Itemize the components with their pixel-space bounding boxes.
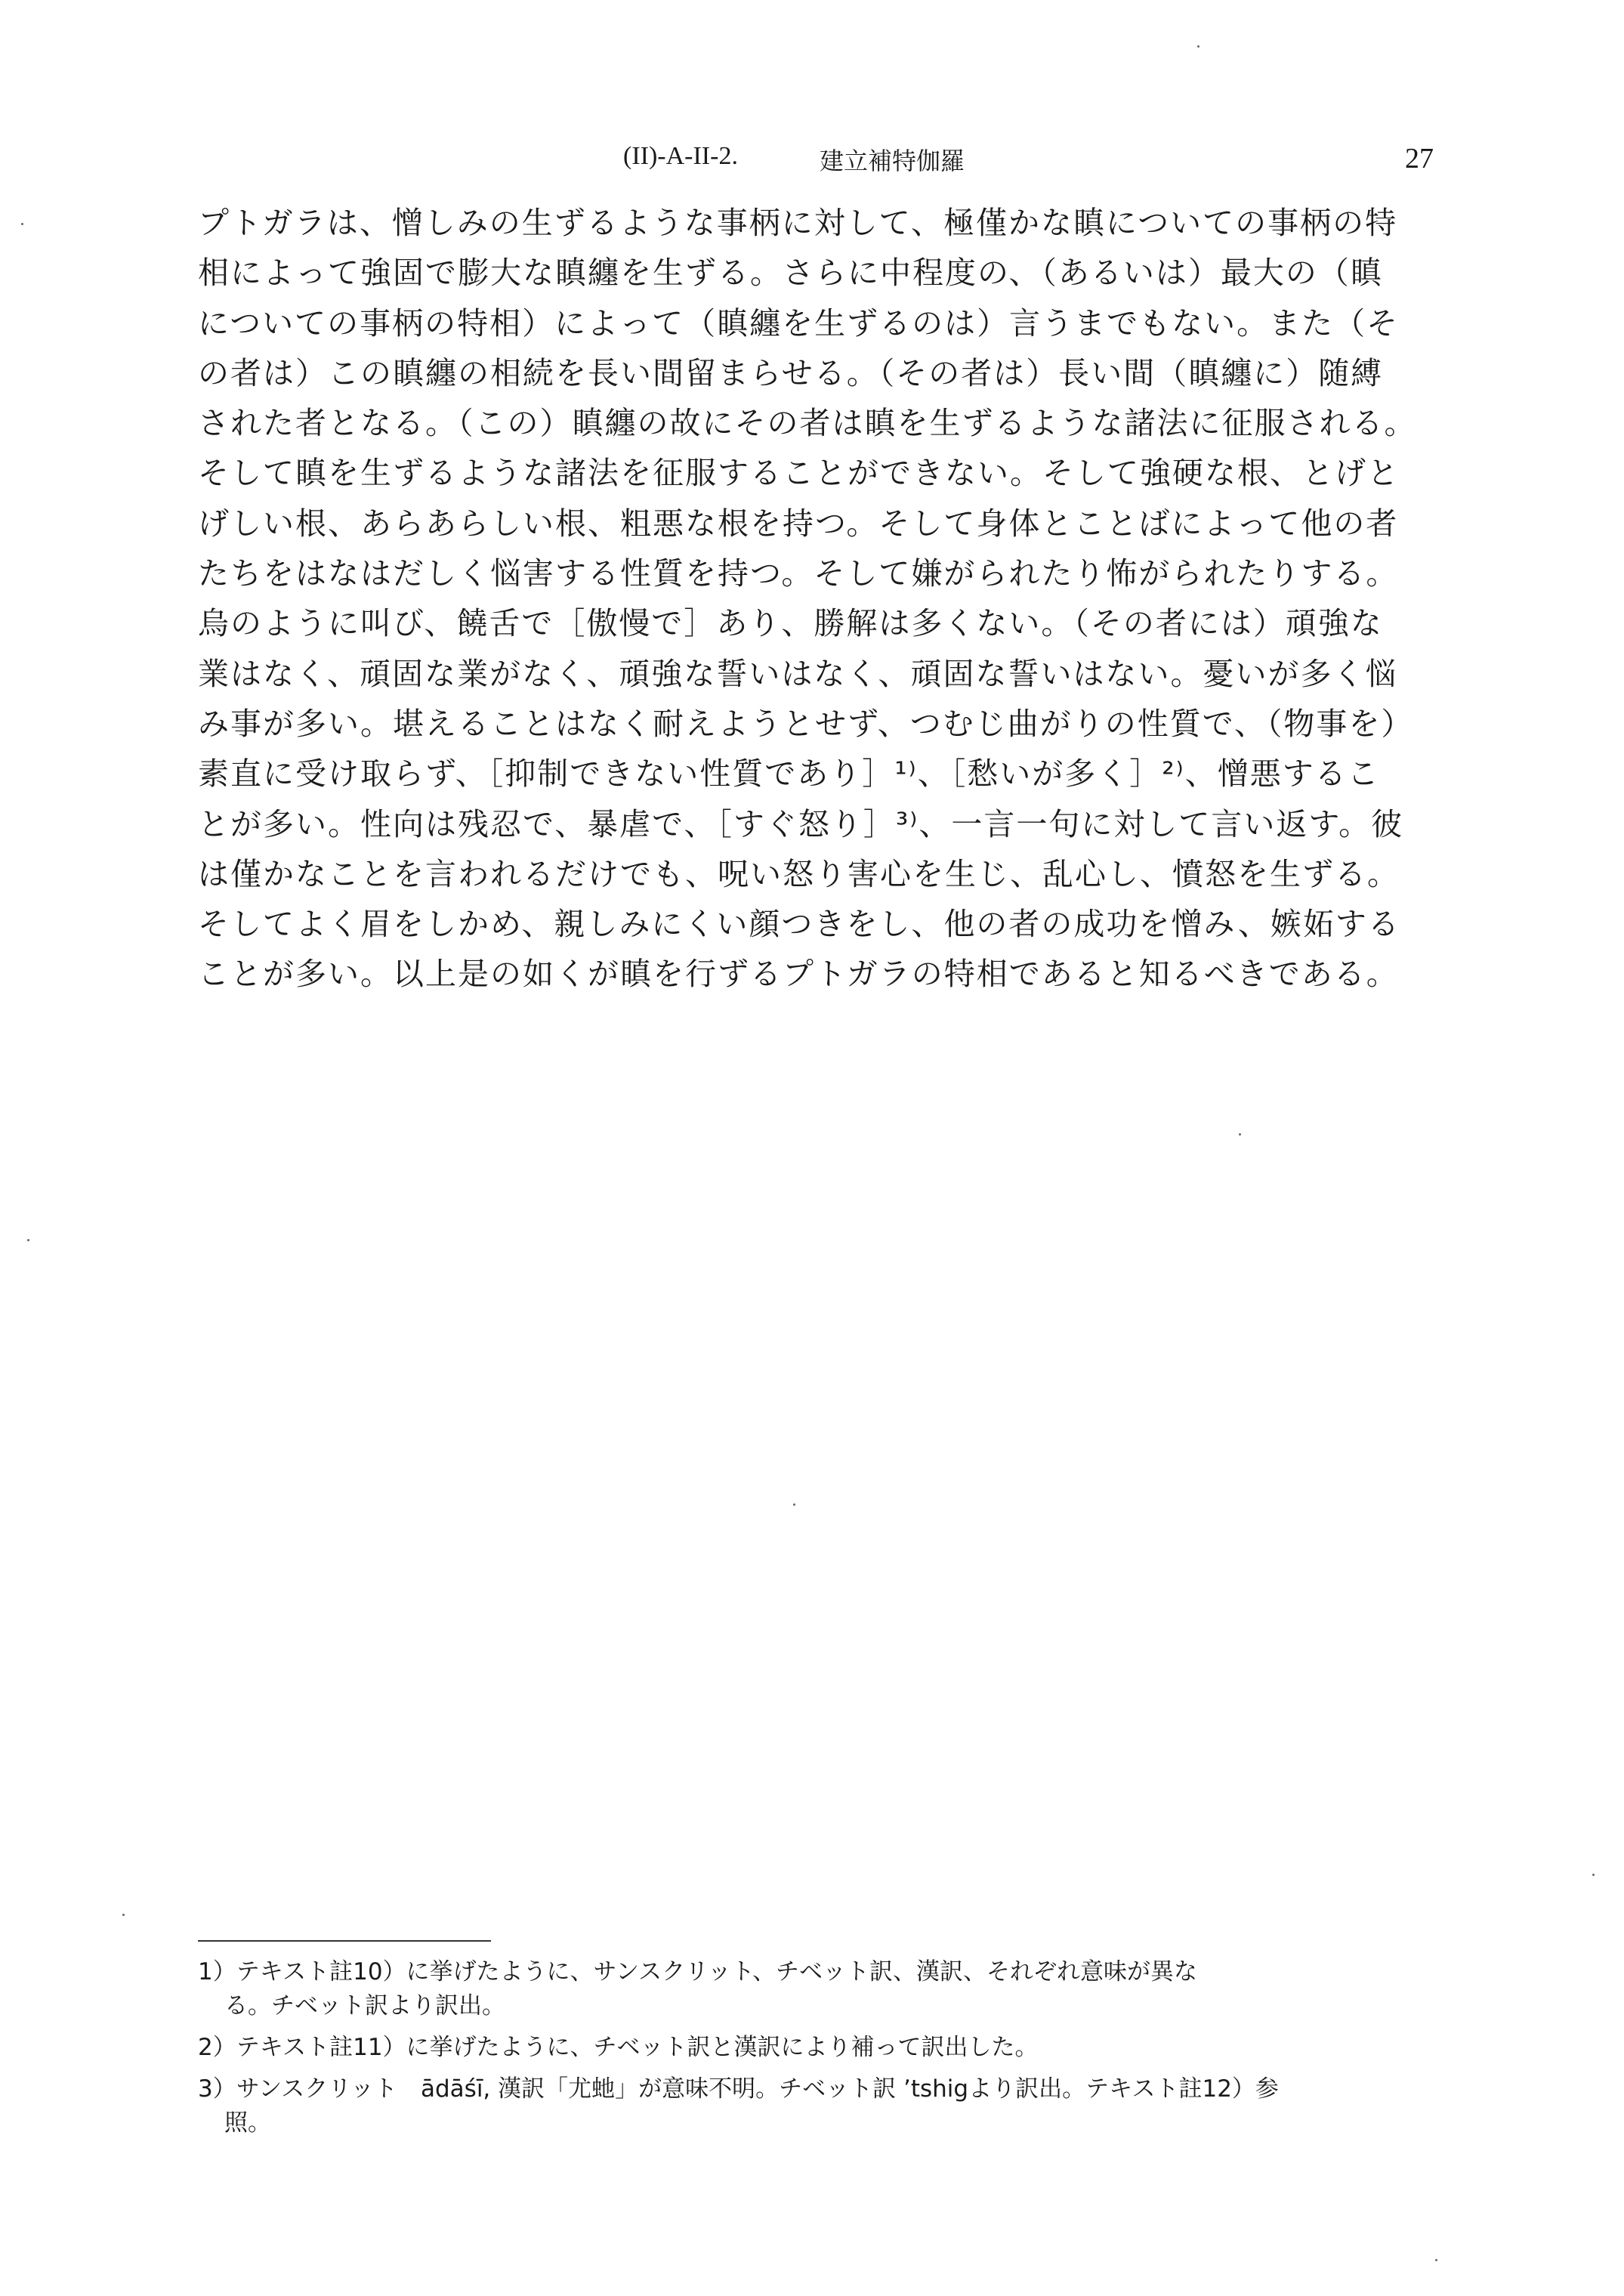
footnote-text: 2）テキスト註11）に挙げたように、チベット訳と漢訳により補って訳出した。 [198, 2034, 1039, 2061]
footnotes [198, 1955, 1482, 2148]
body-line: は僅かなことを言われるだけでも、呪い怒り害心を生じ、乱心し、憤怒を生ずる。 [198, 855, 1400, 892]
body-line: 相によって強固で膨大な瞋纏を生ずる。さらに中程度の、（あるいは）最大の（瞋 [198, 255, 1383, 292]
section-number: (II)-A-II-2. [623, 142, 738, 170]
body-paragraph [198, 198, 1467, 1000]
scan-speck [1435, 2259, 1437, 2261]
body-line: み事が多い。堪えることはなく耐えようとせず、つむじ曲がりの性質で、（物事を） [198, 705, 1414, 742]
scan-speck [793, 1503, 795, 1506]
footnote-1 [198, 1955, 1482, 2023]
scan-speck [1197, 45, 1199, 48]
body-line: の者は）この瞋纏の相続を長い間留まらせる。（その者は）長い間（瞋纏に）随縛 [198, 354, 1384, 391]
body-line: された者となる。（この）瞋纏の故にその者は瞋を生ずるような諸法に征服される。 [198, 405, 1417, 442]
page-number: 27 [1405, 143, 1434, 175]
body-line: についての事柄の特相）によって（瞋纏を生ずるのは）言うまでもない。また（そ [198, 304, 1400, 341]
chapter-title: 建立補特伽羅 [820, 147, 965, 175]
footnote-2 [198, 2031, 1482, 2065]
body-line: ことが多い。以上是の如くが瞋を行ずるプトガラの特相であると知るべきである。 [198, 956, 1399, 993]
footnote-text-continued: る。チベット訳より訳出。 [224, 1992, 505, 2019]
body-line: げしい根、あらあらしい根、粗悪な根を持つ。そして身体とことばによって他の者 [198, 505, 1399, 542]
scan-speck [27, 1239, 29, 1241]
body-line: 素直に受け取らず、［抑制できない性質であり］¹⁾、［愁いが多く］²⁾、憎悪するこ [198, 756, 1380, 793]
body-line: そしてよく眉をしかめ、親しみにくい顔つきをし、他の者の成功を憎み、嫉妬する [198, 906, 1400, 943]
body-line: たちをはなはだしく悩害する性質を持つ。そして嫌がられたり怖がられたりする。 [198, 555, 1399, 592]
body-line: 烏のように叫び、饒舌で［傲慢で］あり、勝解は多くない。（その者には）頑強な [198, 605, 1383, 642]
footnote-separator [198, 1940, 491, 1942]
body-line: プトガラは、憎しみの生ずるような事柄に対して、極僅かな瞋についての事柄の特 [198, 205, 1398, 241]
footnote-text-continued: 照。 [224, 2109, 271, 2137]
scan-speck [21, 223, 23, 225]
body-line: とが多い。性向は残忍で、暴虐で、［すぐ怒り］³⁾、一言一句に対して言い返す。彼 [198, 805, 1404, 842]
body-line: 業はなく、頑固な業がなく、頑強な誓いはなく、頑固な誓いはない。憂いが多く悩 [198, 655, 1398, 692]
scan-speck [1592, 1874, 1595, 1876]
body-line: そして瞋を生ずるような諸法を征服することができない。そして強硬な根、とげと [198, 455, 1400, 492]
footnote-text: 3）サンスクリット ādāśī, 漢訳「尤虵」が意味不明。チベット訳 ’tshigより訳出。テキスト註12）参 [198, 2075, 1279, 2103]
footnote-3 [198, 2072, 1482, 2140]
footnote-text: 1）テキスト註10）に挙げたように、サンスクリット、チベット訳、漢訳、それぞれ意味が異な [198, 1958, 1198, 1985]
scan-speck [1239, 1133, 1241, 1136]
running-header [0, 142, 1624, 180]
scan-speck [122, 1914, 125, 1916]
